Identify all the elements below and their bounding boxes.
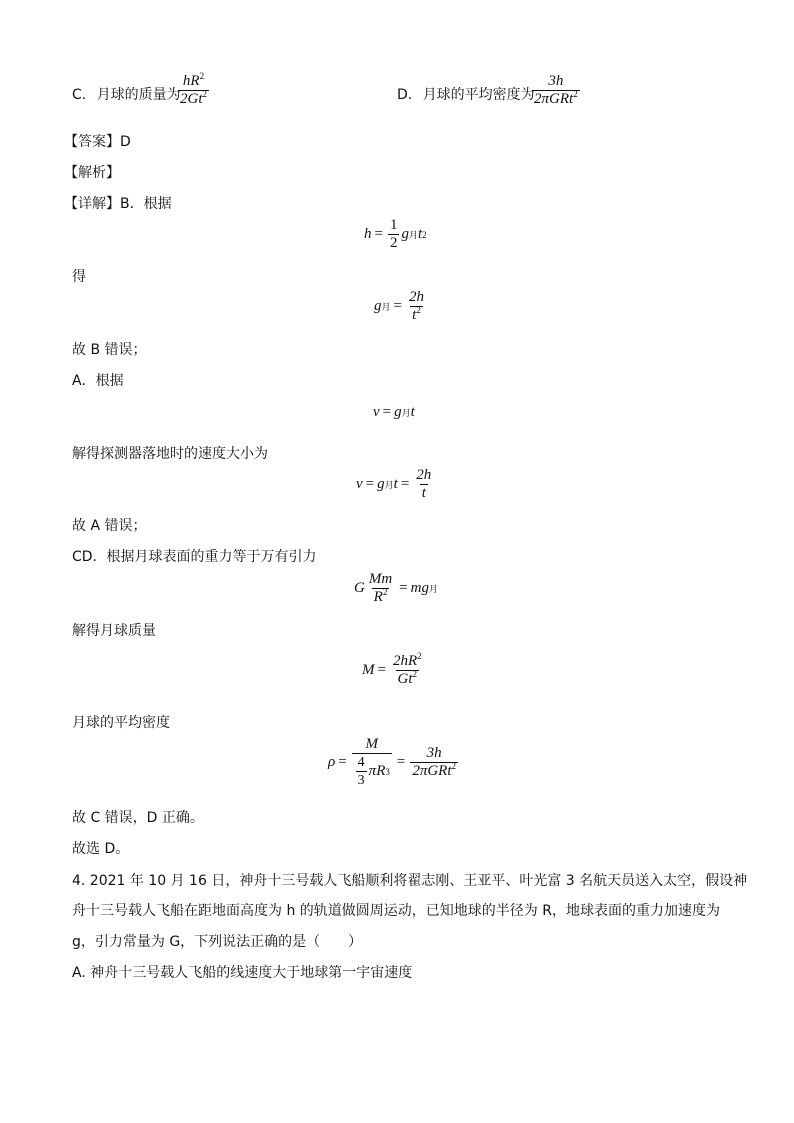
option-c [72, 84, 181, 104]
text-cd-conclusion: 故 C 错误，D 正确。 [72, 810, 204, 826]
text-choose: 故选 D。 [72, 841, 130, 857]
equation-mass: M = $\frac{2hR^2}{Gt^2}$ [362, 651, 422, 687]
text-density-intro: 月球的平均密度 [72, 715, 170, 731]
text-b-wrong: 故 B 错误； [72, 342, 147, 358]
question4-line3: g，引力常量为 G，下列说法正确的是（ ） [72, 934, 363, 950]
answer-label: 【答案】 [64, 134, 120, 150]
text-a-wrong: 故 A 错误； [72, 518, 147, 534]
option-c-label: C. [72, 87, 87, 103]
detail-text: B．根据 [120, 196, 172, 212]
text-a-intro: A．根据 [72, 373, 124, 389]
equation-velocity: v = g 月 t [373, 404, 415, 420]
option-d [397, 84, 535, 104]
answer-line [64, 131, 131, 151]
text-mass-intro: 解得月球质量 [72, 623, 156, 639]
text-de: 得 [72, 269, 86, 285]
equation-density: ρ = M $\frac{4}{3}$ π R 3 = $\frac{3h}{2\pi GRt^2}$ [328, 736, 457, 788]
answer-value: D [120, 134, 131, 150]
text-speed-intro: 解得探测器落地时的速度大小为 [72, 446, 268, 462]
question4-line2: 舟十三号载人飞船在距地面高度为 h 的轨道做圆周运动，已知地球的半径为 R，地球表面的重力加速度为 [72, 903, 720, 919]
option-c-formula: $\frac{hR^2}{2Gt^2}$ [180, 71, 207, 107]
analysis-label: 【解析】 [64, 165, 120, 181]
question4-option-a: A. 神舟十三号载人飞船的线速度大于地球第一宇宙速度 [72, 965, 413, 981]
equation-speed: v = g 月 t = $\frac{2h}{t}$ [356, 467, 432, 501]
option-d-formula: $\frac{3h}{2\pi GRt^2}$ [534, 73, 578, 107]
text-cd-intro: CD．根据月球表面的重力等于万有引力 [72, 549, 317, 565]
option-c-text: 月球的质量为 [96, 87, 181, 103]
option-d-text: 月球的平均密度为 [422, 87, 535, 103]
detail-line [64, 193, 172, 213]
equation-height: h = $\frac{1}{2}$ g 月 t 2 [364, 217, 427, 251]
equation-gravity: g 月 = $\frac{2h}{t^2}$ [374, 289, 424, 323]
option-d-label: D. [397, 87, 413, 103]
question4-line1: 4. 2021 年 10 月 16 日，神舟十三号载人飞船顺利将翟志刚、王亚平、叶光富 3 名航天员送入太空，假设神 [72, 873, 748, 889]
detail-label: 【详解】 [64, 196, 120, 212]
equation-gravitation: G $\frac{Mm}{R^2}$ = mg 月 [354, 571, 438, 605]
